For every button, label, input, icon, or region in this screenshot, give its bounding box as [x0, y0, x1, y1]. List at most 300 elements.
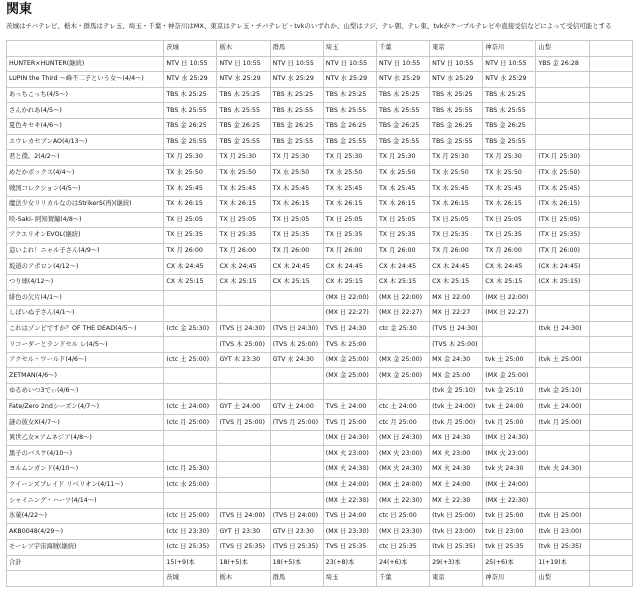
row-title-cell: 氷菓(4/22〜)	[7, 508, 164, 524]
table-cell: ctc 日 25:35	[376, 540, 429, 556]
table-cell: GYT 土 24:00	[217, 399, 270, 415]
table-row	[7, 524, 633, 540]
table-row	[7, 87, 633, 103]
table-row	[7, 337, 633, 353]
table-cell: NTV 日 10:55	[323, 56, 376, 72]
table-cell: TBS 木 25:25	[376, 87, 429, 103]
table-cell	[270, 306, 323, 322]
table-cell: CX 木 25:15	[430, 274, 483, 290]
table-cell	[270, 384, 323, 400]
table-cell: (MX 金 25:00)	[483, 368, 536, 384]
table-cell: TX 日 25:35	[376, 228, 429, 244]
table-cell: 茨城	[164, 41, 217, 57]
table-cell	[217, 384, 270, 400]
table-cell: tvk 日 25:35	[483, 540, 536, 556]
table-cell: (TX 日 25:35)	[536, 228, 589, 244]
table-cell: TX 木 25:45	[217, 181, 270, 197]
table-cell: tvk 土 25:00	[483, 352, 536, 368]
table-cell: (TVS 木 25:00)	[217, 337, 270, 353]
table-cell: (tvk 日 23:00)	[536, 524, 589, 540]
table-row	[7, 415, 633, 431]
table-cell: TBS 金 26:25	[483, 118, 536, 134]
table-cell: CX 木 25:15	[270, 274, 323, 290]
table-cell: (MX 火 24:30)	[323, 462, 376, 478]
table-cell: TVS 木 25:00	[323, 337, 376, 353]
table-cell: (tvk 月 25:00)	[430, 415, 483, 431]
table-cell: GYT 日 23:30	[217, 524, 270, 540]
table-cell: (MX 火 23:00)	[323, 446, 376, 462]
row-title-cell: 合計	[7, 555, 164, 571]
table-cell	[536, 306, 589, 322]
table-cell: CX 木 25:15	[323, 274, 376, 290]
table-cell: (tvk 日 23:00)	[430, 524, 483, 540]
table-cell: TVS 日 25:35	[323, 540, 376, 556]
table-cell: 18(+5)本	[217, 555, 270, 571]
table-cell: TBS 金 26:25	[323, 118, 376, 134]
empty-cell	[589, 555, 632, 571]
table-cell: TBS 金 25:55	[430, 134, 483, 150]
table-cell: (tvk 日 25:35)	[430, 540, 483, 556]
empty-cell	[589, 150, 632, 166]
empty-cell	[589, 462, 632, 478]
table-cell	[217, 462, 270, 478]
table-row	[7, 540, 633, 556]
table-cell: 東京	[430, 571, 483, 587]
table-cell	[270, 368, 323, 384]
table-cell: TX 日 25:35	[217, 228, 270, 244]
table-cell: CX 木 24:45	[376, 259, 429, 275]
table-cell: TBS 金 26:25	[376, 118, 429, 134]
table-row	[7, 290, 633, 306]
table-cell: tvk 金 25:10	[483, 384, 536, 400]
table-cell: (MX 日 24:30)	[376, 430, 429, 446]
table-row	[7, 134, 633, 150]
table-cell	[536, 118, 589, 134]
table-cell: TX 日 25:35	[323, 228, 376, 244]
table-cell: TX 月 25:30	[483, 150, 536, 166]
table-cell: NTV 水 25:29	[376, 72, 429, 88]
table-cell: TVS 日 24:00	[323, 508, 376, 524]
row-title-cell: LUPIN the Third 〜峰不二子という女〜(4/4〜)	[7, 72, 164, 88]
table-cell: NTV 水 25:29	[164, 72, 217, 88]
row-title-cell: HUNTER×HUNTER(継続)	[7, 56, 164, 72]
row-title-cell: 這いよれ！ニャル子さん(4/9〜)	[7, 243, 164, 259]
table-cell	[217, 430, 270, 446]
table-cell: TBS 金 25:55	[323, 134, 376, 150]
table-cell: TX 木 25:45	[483, 181, 536, 197]
table-cell: (MX 土 24:00)	[323, 477, 376, 493]
table-cell: TX 日 25:35	[430, 228, 483, 244]
table-cell: (ctc 日 25:00)	[164, 508, 217, 524]
table-cell: tvk 火 24:30	[483, 462, 536, 478]
table-cell: TX 木 26:15	[217, 196, 270, 212]
table-cell: ctc 月 25:00	[376, 415, 429, 431]
table-cell	[217, 306, 270, 322]
table-row	[7, 56, 633, 72]
table-header-row	[7, 41, 633, 57]
empty-cell	[589, 87, 632, 103]
table-cell: TX 月 25:30	[376, 150, 429, 166]
table-cell: (MX 火 23:00)	[483, 446, 536, 462]
table-cell	[164, 306, 217, 322]
table-cell: TX 月 25:30	[164, 150, 217, 166]
table-cell: TBS 木 25:55	[323, 103, 376, 119]
table-cell	[270, 446, 323, 462]
table-cell: TX 月 26:00	[430, 243, 483, 259]
table-cell: NTV 水 25:29	[323, 72, 376, 88]
table-cell: GTV 水 24:30	[270, 352, 323, 368]
table-cell	[270, 290, 323, 306]
table-cell	[164, 430, 217, 446]
table-cell: NTV 水 25:29	[430, 72, 483, 88]
empty-cell	[589, 165, 632, 181]
table-cell: TBS 金 25:55	[483, 134, 536, 150]
empty-cell	[589, 290, 632, 306]
table-cell: TX 木 25:45	[323, 181, 376, 197]
table-cell	[536, 493, 589, 509]
table-cell: CX 木 25:15	[376, 274, 429, 290]
table-cell: (MX 金 25:00)	[323, 368, 376, 384]
empty-cell	[589, 477, 632, 493]
table-cell: TBS 木 25:25	[323, 87, 376, 103]
table-cell: TX 月 26:00	[323, 243, 376, 259]
table-cell: TBS 木 25:55	[164, 103, 217, 119]
table-cell: 埼玉	[323, 41, 376, 57]
table-cell: (TVS 日 25:35)	[217, 540, 270, 556]
table-cell	[270, 477, 323, 493]
table-cell: 東京	[430, 41, 483, 57]
table-cell: (MX 金 25:00)	[376, 352, 429, 368]
table-cell: (MX 日 22:27)	[483, 306, 536, 322]
table-cell: TX 日 25:35	[270, 228, 323, 244]
table-cell: TX 木 26:15	[430, 196, 483, 212]
table-cell	[164, 337, 217, 353]
table-cell: 栃木	[217, 41, 270, 57]
table-cell: (MX 土 24:00)	[376, 477, 429, 493]
table-cell	[164, 446, 217, 462]
table-cell	[217, 368, 270, 384]
table-cell: (tvk 金 25:10)	[536, 384, 589, 400]
table-cell: TX 日 25:05	[376, 212, 429, 228]
table-cell: TBS 金 26:25	[270, 118, 323, 134]
table-cell: (ctc 月 25:00)	[164, 415, 217, 431]
table-cell	[536, 430, 589, 446]
table-cell: 茨城	[164, 571, 217, 587]
table-cell: (MX 日 22:00)	[323, 290, 376, 306]
table-cell: TBS 金 25:55	[164, 134, 217, 150]
table-cell: TX 日 25:35	[483, 228, 536, 244]
table-cell: TX 木 25:45	[270, 181, 323, 197]
table-cell: NTV 日 10:55	[164, 56, 217, 72]
table-cell: CX 木 24:45	[430, 259, 483, 275]
table-cell: NTV 日 10:55	[270, 56, 323, 72]
row-title-cell: エウレカセブンAO(4/13〜)	[7, 134, 164, 150]
empty-cell	[589, 415, 632, 431]
table-cell: (CX 木 25:15)	[536, 274, 589, 290]
table-cell: MX 日 24:30	[430, 430, 483, 446]
table-cell: TBS 金 26:25	[430, 118, 483, 134]
row-title-cell: しばいぬ子さん(4/1〜)	[7, 306, 164, 322]
table-cell: TX 月 25:30	[323, 150, 376, 166]
row-title-cell: 戦国コレクション(4/5〜)	[7, 181, 164, 197]
row-title-cell: 異世乙女×アムネジア(4/8〜)	[7, 430, 164, 446]
table-cell: GYT 木 23:30	[217, 352, 270, 368]
table-cell: YBS 金 26:28	[536, 56, 589, 72]
empty-cell	[589, 321, 632, 337]
table-row	[7, 212, 633, 228]
table-cell: TX 水 25:50	[270, 165, 323, 181]
empty-cell	[589, 337, 632, 353]
table-cell	[483, 321, 536, 337]
table-cell: TBS 木 25:25	[217, 87, 270, 103]
table-cell: TX 日 25:05	[217, 212, 270, 228]
table-cell: MX 火 23:00	[430, 446, 483, 462]
table-cell: TBS 金 25:55	[270, 134, 323, 150]
table-cell	[164, 290, 217, 306]
table-cell: 24(+6)本	[376, 555, 429, 571]
table-cell: TBS 金 26:25	[164, 118, 217, 134]
table-cell: (MX 日 24:30)	[483, 430, 536, 446]
table-row	[7, 446, 633, 462]
table-row	[7, 508, 633, 524]
table-cell: TBS 木 25:55	[483, 103, 536, 119]
table-row	[7, 430, 633, 446]
row-title-cell: シャイニング・ハーツ(4/14〜)	[7, 493, 164, 509]
row-title-cell: 坂道のアポロン(4/12〜)	[7, 259, 164, 275]
table-cell	[536, 477, 589, 493]
table-cell: 神奈川	[483, 41, 536, 57]
table-cell: (MX 日 23:30)	[376, 524, 429, 540]
table-cell: (tvk 日 25:00)	[536, 508, 589, 524]
table-cell: (TVS 日 24:30)	[270, 321, 323, 337]
table-cell: TX 月 25:30	[270, 150, 323, 166]
table-row	[7, 165, 633, 181]
table-cell: (MX 火 24:30)	[376, 462, 429, 478]
table-cell: (tvk 土 25:00)	[536, 352, 589, 368]
table-cell: 栃木	[217, 571, 270, 587]
table-cell: TX 木 26:15	[376, 196, 429, 212]
row-title-cell	[7, 41, 164, 57]
table-cell: (TX 日 25:05)	[536, 212, 589, 228]
table-cell: CX 木 24:45	[164, 259, 217, 275]
table-cell: TBS 木 25:25	[430, 87, 483, 103]
table-cell: TX 月 25:30	[217, 150, 270, 166]
table-row	[7, 103, 633, 119]
empty-cell	[589, 571, 632, 587]
table-cell: TX 日 25:05	[323, 212, 376, 228]
table-cell: NTV 水 25:29	[483, 72, 536, 88]
table-cell: 25(+6)本	[483, 555, 536, 571]
table-cell: TX 月 26:00	[483, 243, 536, 259]
table-cell	[536, 134, 589, 150]
table-cell: 群馬	[270, 41, 323, 57]
table-cell: TX 水 25:50	[430, 165, 483, 181]
table-cell	[536, 337, 589, 353]
table-row	[7, 181, 633, 197]
row-title-cell: リコーダーとランドセル レ(4/5〜)	[7, 337, 164, 353]
table-cell	[323, 384, 376, 400]
row-title-cell: 謎の彼女X(4/7〜)	[7, 415, 164, 431]
table-row	[7, 274, 633, 290]
table-cell: ctc 日 25:00	[376, 508, 429, 524]
empty-cell	[589, 446, 632, 462]
table-cell: 山梨	[536, 571, 589, 587]
table-cell: (CX 木 24:45)	[536, 259, 589, 275]
table-cell: (tvk 土 24:00)	[536, 399, 589, 415]
table-cell: NTV 水 25:29	[217, 72, 270, 88]
empty-cell	[589, 228, 632, 244]
table-cell: GTV 日 23:30	[270, 524, 323, 540]
table-row	[7, 321, 633, 337]
table-cell: 23(+8)本	[323, 555, 376, 571]
table-cell: NTV 日 10:55	[217, 56, 270, 72]
table-cell: (TX 木 26:15)	[536, 196, 589, 212]
empty-cell	[589, 352, 632, 368]
table-cell: GTV 土 24:00	[270, 399, 323, 415]
table-cell: CX 木 24:45	[323, 259, 376, 275]
table-cell: 埼玉	[323, 571, 376, 587]
row-title-cell: 夏色キセキ(4/6〜)	[7, 118, 164, 134]
table-cell: 1(+19)本	[536, 555, 589, 571]
table-cell: TBS 金 25:55	[217, 134, 270, 150]
row-title-cell: AKB0048(4/29〜)	[7, 524, 164, 540]
table-cell: 18(+5)本	[270, 555, 323, 571]
row-title-cell: ZETMAN(4/6〜)	[7, 368, 164, 384]
table-row	[7, 368, 633, 384]
table-cell: TX 月 26:00	[376, 243, 429, 259]
table-cell: TBS 木 25:55	[430, 103, 483, 119]
table-cell: MX 金 24:30	[430, 352, 483, 368]
table-cell: TX 日 25:05	[270, 212, 323, 228]
table-cell: (MX 日 23:30)	[323, 524, 376, 540]
table-cell: (MX 日 22:00)	[483, 290, 536, 306]
table-cell: TX 月 26:00	[164, 243, 217, 259]
table-cell: TX 水 25:50	[483, 165, 536, 181]
empty-cell	[589, 243, 632, 259]
row-title-cell: Fate/Zero 2ndシーズン(4/7〜)	[7, 399, 164, 415]
table-cell	[217, 290, 270, 306]
table-cell: MX 土 22:30	[430, 493, 483, 509]
row-title-cell	[7, 571, 164, 587]
empty-cell	[589, 72, 632, 88]
empty-cell	[589, 212, 632, 228]
table-cell	[536, 446, 589, 462]
table-body	[7, 41, 633, 587]
table-cell: MX 金 25:00	[430, 368, 483, 384]
table-cell: TX 木 26:15	[483, 196, 536, 212]
table-cell: (TVS 月 25:00)	[217, 415, 270, 431]
table-cell: NTV 日 10:55	[430, 56, 483, 72]
table-cell	[270, 430, 323, 446]
row-title-cell: ヨルムンガンド(4/10〜)	[7, 462, 164, 478]
table-cell: (ctc 月 25:30)	[164, 462, 217, 478]
table-cell: TX 日 25:05	[483, 212, 536, 228]
table-cell: CX 木 24:45	[217, 259, 270, 275]
table-cell: TX 水 25:50	[323, 165, 376, 181]
table-cell	[217, 493, 270, 509]
table-cell: TBS 金 26:25	[217, 118, 270, 134]
page-title: 関東	[6, 2, 33, 17]
table-cell: (TVS 日 24:00)	[270, 508, 323, 524]
row-title-cell: 緋色の欠片(4/1〜)	[7, 290, 164, 306]
empty-cell	[589, 56, 632, 72]
table-cell: TVS 日 24:30	[323, 321, 376, 337]
table-cell: (TX 木 25:45)	[536, 181, 589, 197]
table-cell: (MX 日 22:00)	[376, 290, 429, 306]
table-cell: tvk 月 25:00	[483, 415, 536, 431]
table-cell: CX 木 25:15	[164, 274, 217, 290]
table-cell: (MX 土 22:30)	[483, 493, 536, 509]
table-row	[7, 352, 633, 368]
table-cell: (ctc 日 25:35)	[164, 540, 217, 556]
table-cell	[376, 337, 429, 353]
table-cell: TBS 金 25:55	[376, 134, 429, 150]
table-cell	[217, 446, 270, 462]
empty-cell	[589, 259, 632, 275]
row-title-cell: 魔法少女リリカルなのはStrikerS(再)(継続)	[7, 196, 164, 212]
table-cell	[217, 477, 270, 493]
table-cell	[536, 290, 589, 306]
table-cell: (MX 金 25:00)	[323, 352, 376, 368]
table-row	[7, 196, 633, 212]
table-cell: (ctc 日 23:30)	[164, 524, 217, 540]
table-cell: (TVS 日 24:30)	[430, 321, 483, 337]
table-cell	[164, 493, 217, 509]
table-cell: (MX 火 23:00)	[376, 446, 429, 462]
table-row	[7, 399, 633, 415]
table-cell	[536, 368, 589, 384]
row-title-cell: ゆるめいつ3でぃ(4/6〜)	[7, 384, 164, 400]
table-cell	[270, 493, 323, 509]
table-cell	[164, 368, 217, 384]
table-cell: (MX 金 25:00)	[376, 368, 429, 384]
table-cell: (TVS 木 25:00)	[430, 337, 483, 353]
table-cell: (TVS 日 24:00)	[217, 508, 270, 524]
row-title-cell: さんかれあ(4/5〜)	[7, 103, 164, 119]
table-cell: 千葉	[376, 41, 429, 57]
table-cell: (tvk 日 25:00)	[430, 508, 483, 524]
table-row	[7, 150, 633, 166]
table-cell	[536, 87, 589, 103]
table-cell: TX 木 26:15	[323, 196, 376, 212]
table-cell: MX 日 22:27	[430, 306, 483, 322]
table-cell: TX 木 26:15	[270, 196, 323, 212]
table-cell: (ctc 金 25:30)	[164, 321, 217, 337]
table-cell: 群馬	[270, 571, 323, 587]
row-title-cell: 咲-Saki- 阿知賀編(4/8〜)	[7, 212, 164, 228]
table-cell	[536, 72, 589, 88]
table-cell: (TVS 月 25:00)	[270, 415, 323, 431]
table-cell: (MX 土 22:30)	[376, 493, 429, 509]
table-cell: (TVS 日 24:30)	[217, 321, 270, 337]
table-cell: (ctc 土 24:00)	[164, 399, 217, 415]
table-cell: TX 木 25:45	[430, 181, 483, 197]
table-cell: MX 火 24:30	[430, 462, 483, 478]
table-cell: (tvk 火 24:30)	[536, 462, 589, 478]
empty-cell	[589, 524, 632, 540]
table-cell: (tvk 土 24:00)	[430, 399, 483, 415]
table-cell: 29(+3)本	[430, 555, 483, 571]
table-cell: (TX 月 25:30)	[536, 150, 589, 166]
row-title-cell: クイーンズブレイド リベリオン(4/11〜)	[7, 477, 164, 493]
table-cell: CX 木 24:45	[270, 259, 323, 275]
table-row	[7, 259, 633, 275]
table-cell: (tvk 金 25:10)	[430, 384, 483, 400]
table-cell: 山梨	[536, 41, 589, 57]
table-cell: TBS 木 25:25	[164, 87, 217, 103]
row-title-cell: つり球(4/12〜)	[7, 274, 164, 290]
empty-cell	[589, 196, 632, 212]
